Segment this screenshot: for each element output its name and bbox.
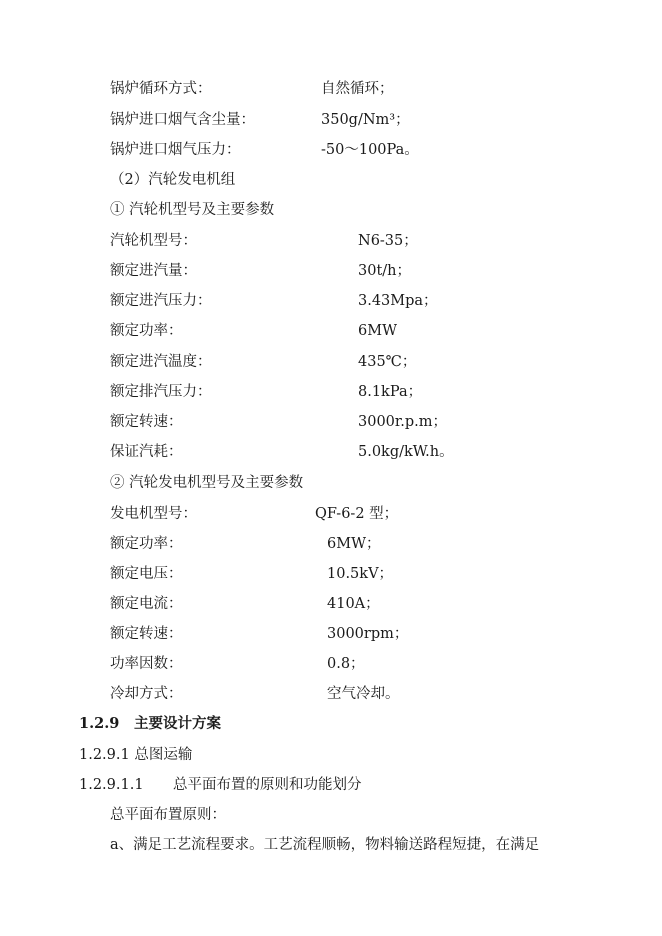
heading-1-2-9-1: 1.2.9.1 总图运输 <box>79 747 193 763</box>
subsection-title: ① 汽轮机型号及主要参数 <box>110 202 275 218</box>
param-label: 发电机型号： <box>110 506 197 522</box>
param-label: 额定转速： <box>110 626 183 642</box>
param-label: 汽轮机型号： <box>110 233 197 249</box>
paragraph-a: a、满足工艺流程要求。工艺流程顺畅，物料输送路程短捷，在满足 <box>110 837 540 853</box>
param-value: 6MW <box>358 323 397 339</box>
param-label: 额定转速： <box>110 414 183 430</box>
param-label: 额定进汽压力： <box>110 293 212 309</box>
param-value: 435℃； <box>358 354 417 370</box>
heading-number: 1.2.9.1.1 <box>79 777 144 793</box>
param-label: 功率因数： <box>110 656 183 672</box>
param-value: 自然循环； <box>321 81 394 97</box>
param-value: QF-6-2 型； <box>315 506 399 522</box>
param-label: 额定进汽量： <box>110 263 197 279</box>
param-value: 3000rpm； <box>327 626 409 642</box>
param-value: 350g/Nm³； <box>321 112 410 128</box>
principle-title: 总平面布置原则： <box>110 807 226 823</box>
param-label: 额定排汽压力： <box>110 384 212 400</box>
param-label: 额定电压： <box>110 566 183 582</box>
heading-number: 1.2.9 <box>79 715 120 732</box>
param-value: 410A； <box>327 596 380 612</box>
param-label: 额定功率： <box>110 323 183 339</box>
param-value: 3.43Mpa； <box>358 293 438 309</box>
param-label: 锅炉进口烟气含尘量： <box>110 112 255 128</box>
param-label: 锅炉进口烟气压力： <box>110 142 241 158</box>
param-value: 3000r.p.m； <box>358 414 447 430</box>
param-value: 空气冷却。 <box>327 686 400 702</box>
heading-text: 主要设计方案 <box>134 715 221 732</box>
param-label: 额定电流： <box>110 596 183 612</box>
param-value: 10.5kV； <box>327 566 394 582</box>
param-label: 冷却方式： <box>110 686 183 702</box>
param-value: 6MW； <box>327 536 381 552</box>
param-label: 额定进汽温度： <box>110 354 212 370</box>
param-value: 0.8； <box>327 656 365 672</box>
param-label: 额定功率： <box>110 536 183 552</box>
param-value: 30t/h； <box>358 263 412 279</box>
param-value: 5.0kg/kW.h。 <box>358 444 454 460</box>
section-title: （2）汽轮发电机组 <box>110 172 236 188</box>
param-value: 8.1kPa； <box>358 384 423 400</box>
subsection-title: ② 汽轮发电机型号及主要参数 <box>110 475 304 491</box>
param-label: 保证汽耗： <box>110 444 183 460</box>
param-value: N6-35； <box>358 233 418 249</box>
heading-text: 总平面布置的原则和功能划分 <box>173 777 362 793</box>
param-label: 锅炉循环方式： <box>110 81 212 97</box>
param-value: -50～100Pa。 <box>321 142 419 158</box>
